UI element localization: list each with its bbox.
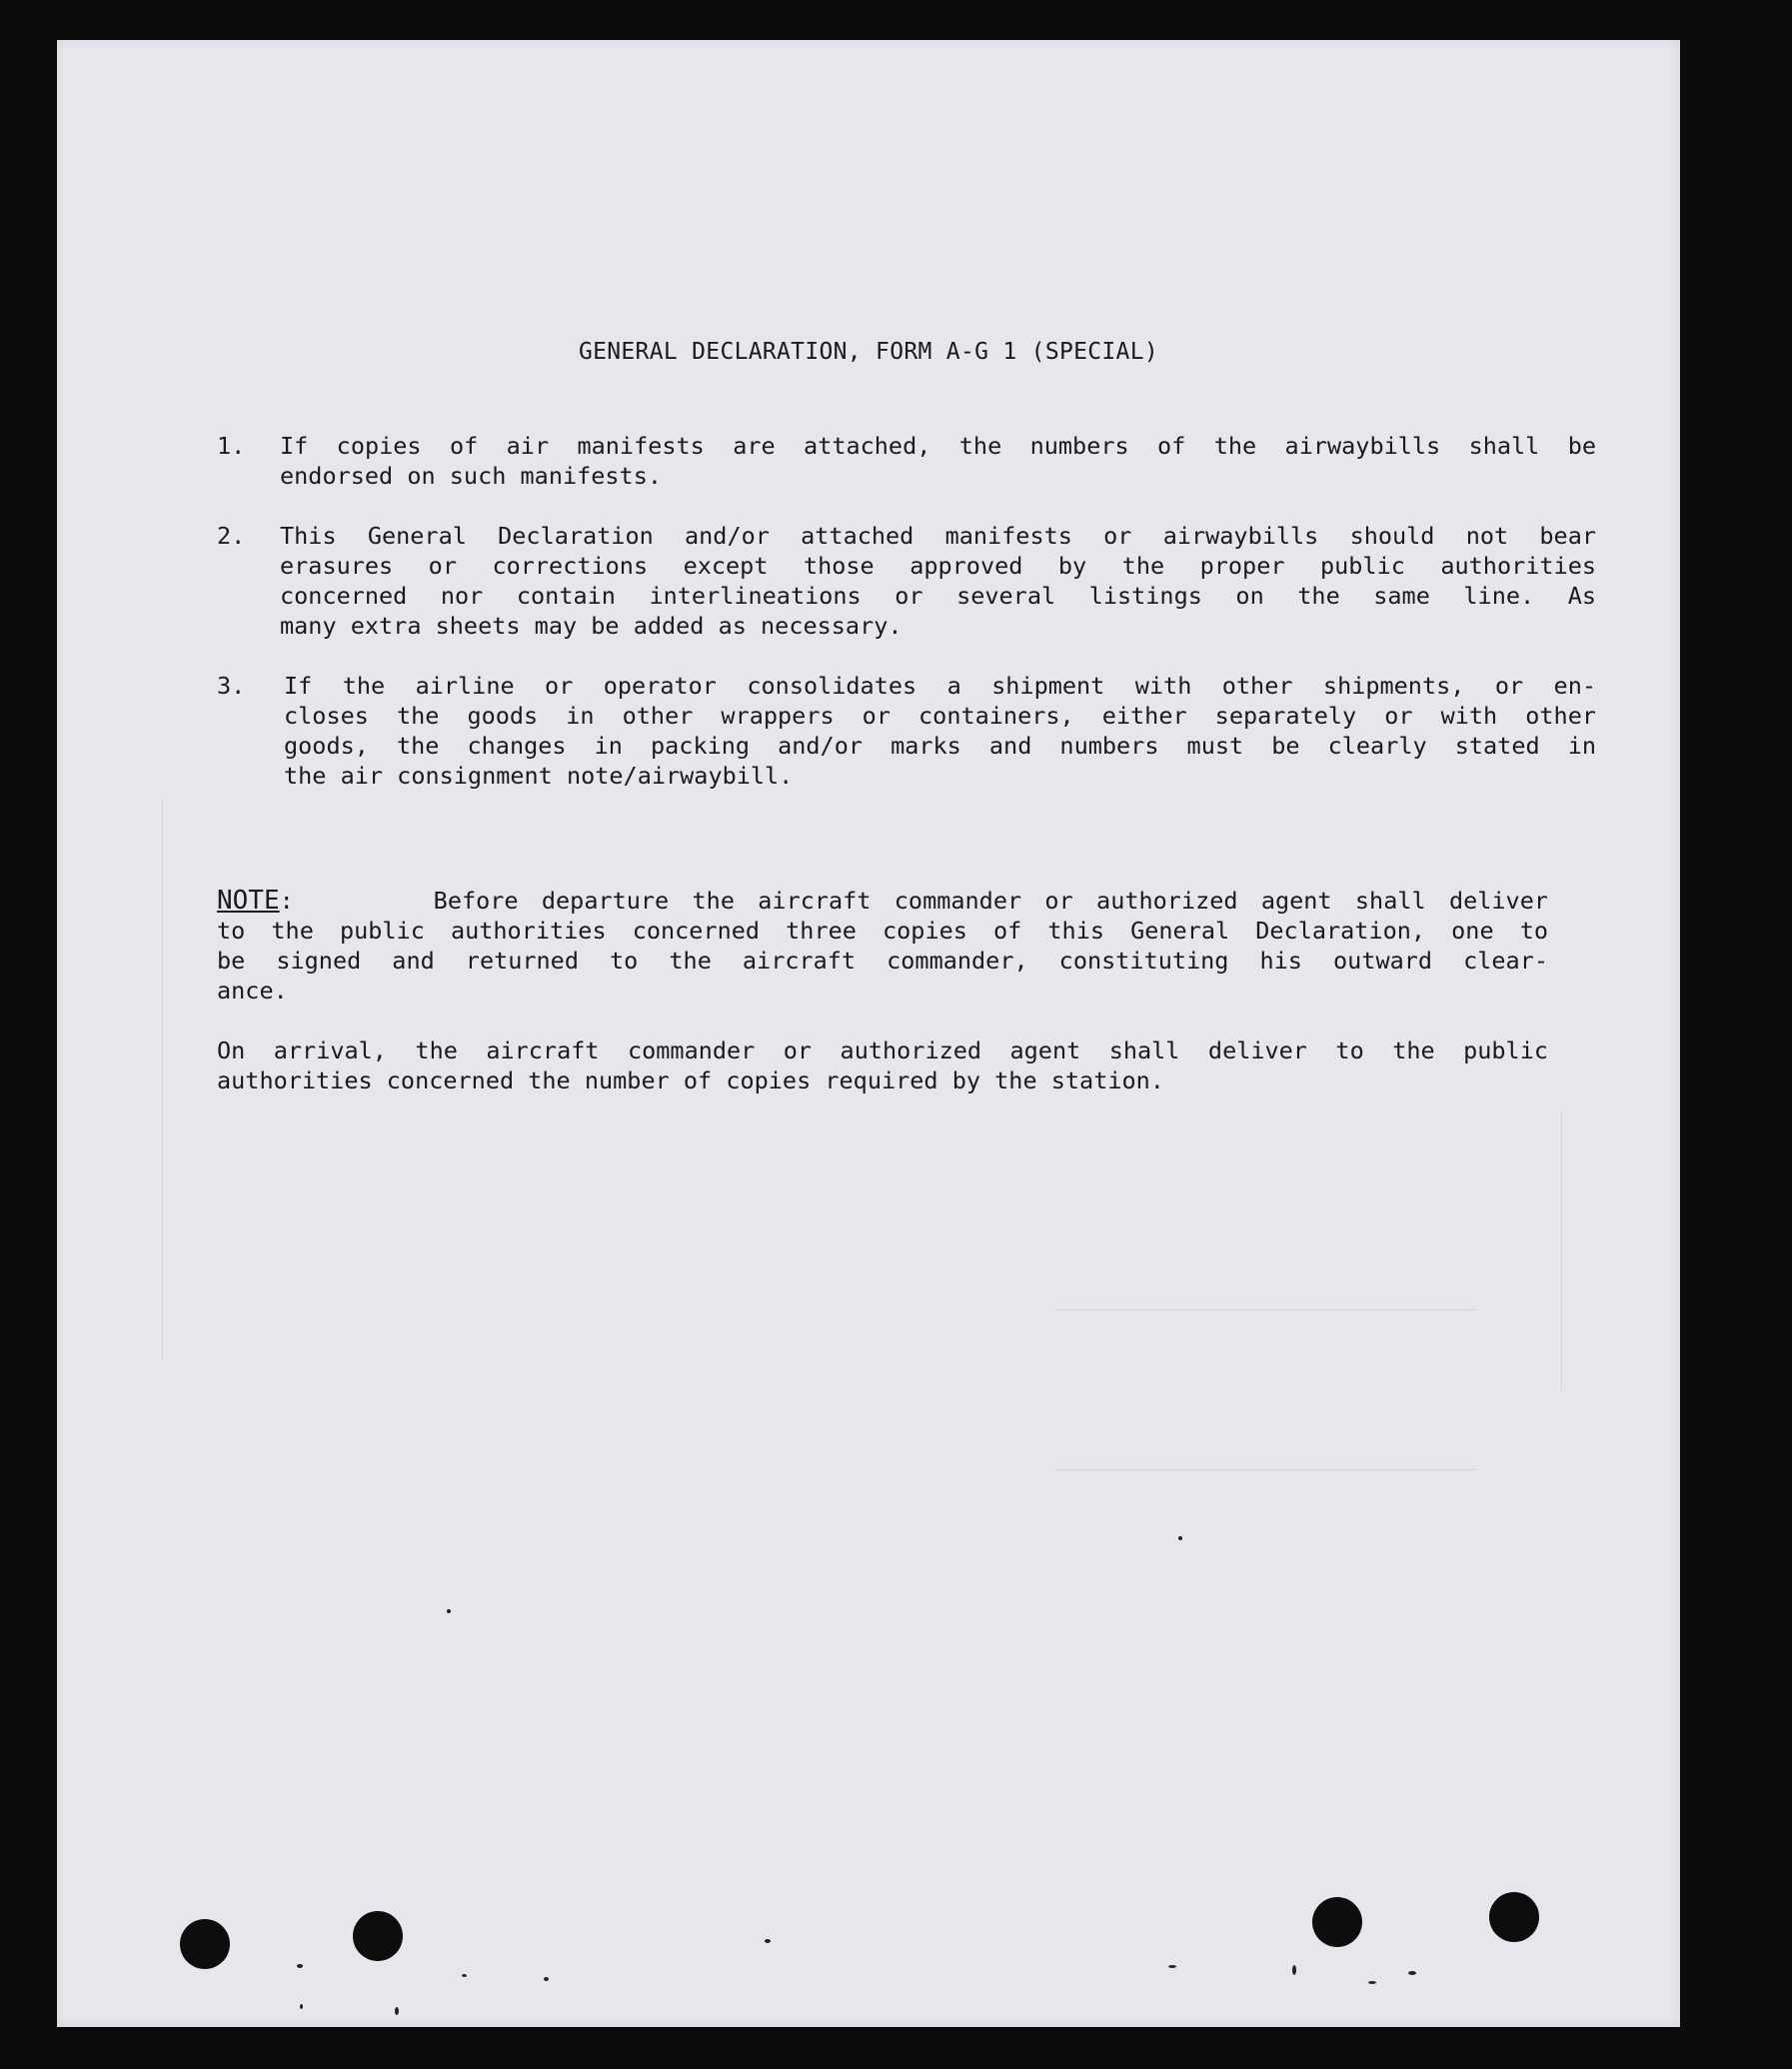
item-text (280, 431, 1596, 491)
bleed-through-line (1056, 1309, 1476, 1310)
text-line: erasures or corrections except those approved by the proper public authorities (280, 552, 1596, 580)
item-text (284, 671, 1596, 791)
item-text (280, 521, 1596, 641)
text-line (217, 886, 1548, 916)
dust-speck (1408, 1971, 1416, 1975)
bleed-through-line (1561, 1109, 1562, 1389)
dust-speck (462, 1974, 467, 1977)
document-page (57, 40, 1680, 2027)
punch-hole (180, 1919, 230, 1969)
punch-hole (1489, 1892, 1539, 1942)
text-line: authorities concerned the number of copies required by the station. (217, 1066, 1164, 1094)
text-line: be signed and returned to the aircraft commander, constituting his outward clear- (217, 947, 1548, 975)
dust-speck (1292, 1965, 1296, 1975)
text-line: ance. (217, 977, 288, 1005)
dust-speck (1178, 1536, 1182, 1540)
dust-speck (300, 2004, 303, 2009)
text-line: concerned nor contain interlineations or several listings on the same line. As (280, 582, 1596, 610)
bleed-through-line (162, 800, 163, 1359)
dust-speck (395, 2007, 399, 2015)
item-number: 2. (217, 522, 246, 550)
text-fragment: Before departure the aircraft commander or authorized agent shall deliver (433, 887, 1548, 915)
punch-hole (353, 1911, 403, 1961)
text-line: This General Declaration and/or attached manifests or airwaybills should not bear (280, 522, 1596, 550)
dust-speck (765, 1939, 771, 1943)
note-label: NOTE (217, 886, 280, 916)
text-line: On arrival, the aircraft commander or authorized agent shall deliver to the public (217, 1036, 1548, 1064)
item-number: 1. (217, 432, 246, 460)
text-line: closes the goods in other wrappers or containers, either separately or with other (284, 702, 1596, 730)
text-line: goods, the changes in packing and/or marks and numbers must be clearly stated in (284, 732, 1596, 760)
text-line: If copies of air manifests are attached, the numbers of the airwaybills shall be (280, 432, 1596, 460)
text-line: If the airline or operator consolidates a shipment with other shipments, or en- (284, 672, 1596, 700)
punch-hole (1312, 1897, 1362, 1947)
bleed-through-line (1056, 1469, 1476, 1470)
note-colon: : (279, 887, 294, 915)
text-line: many extra sheets may be added as necessary. (280, 612, 902, 640)
text-line: endorsed on such manifests. (280, 462, 663, 490)
arrival-paragraph (217, 1035, 1548, 1095)
dust-speck (544, 1977, 549, 1981)
text-line: the air consignment note/airwaybill. (284, 762, 794, 790)
text-line: to the public authorities concerned three copies of this General Declaration, one to (217, 917, 1548, 945)
dust-speck (1368, 1981, 1376, 1984)
dust-speck (297, 1964, 303, 1968)
page-title: GENERAL DECLARATION, FORM A-G 1 (SPECIAL) (578, 339, 1159, 365)
dust-speck (1168, 1965, 1176, 1968)
note-paragraph (217, 886, 1548, 1006)
item-number: 3. (217, 672, 246, 700)
dust-speck (447, 1609, 451, 1613)
